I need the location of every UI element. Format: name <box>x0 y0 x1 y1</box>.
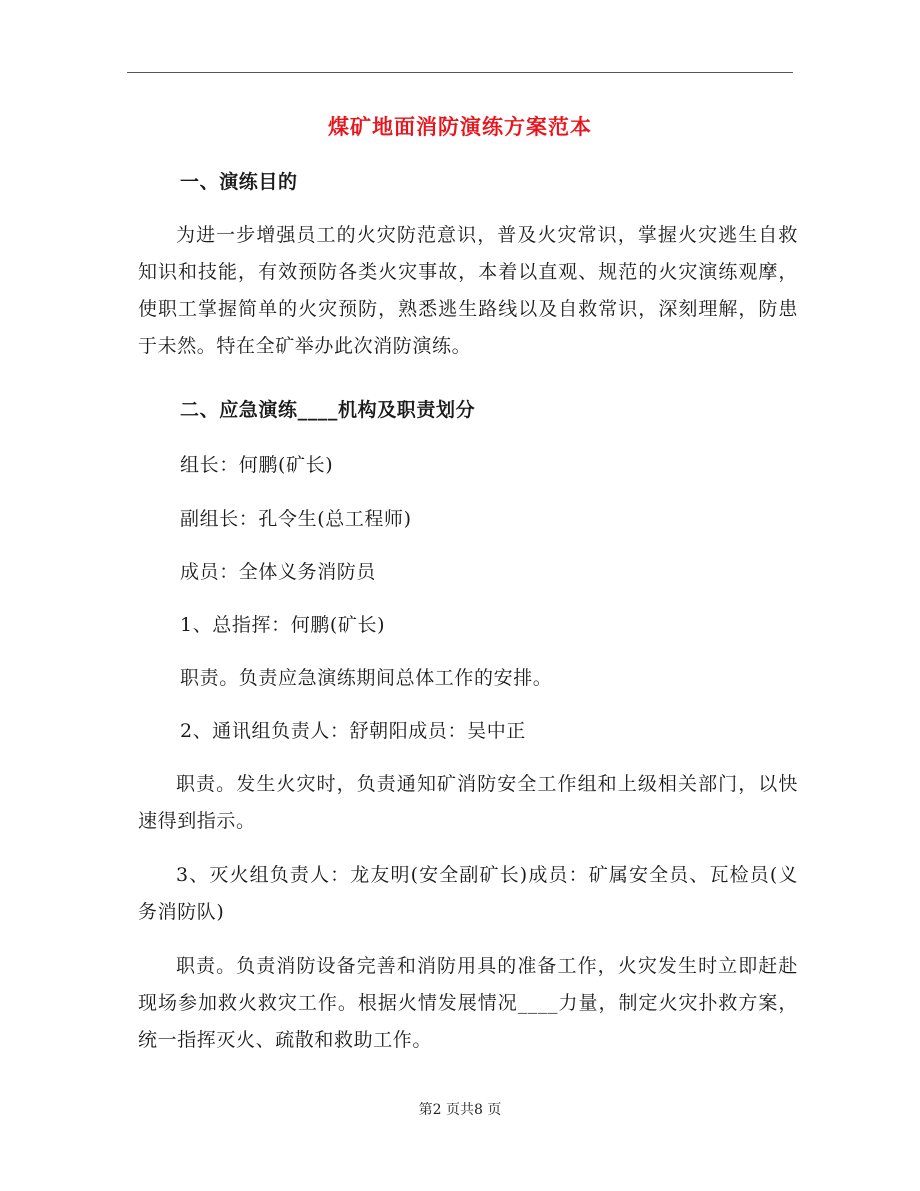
section-heading-organization: 二、应急演练____机构及职责划分 <box>180 399 476 421</box>
item-2-duty: 职责。发生火灾时，负责通知矿消防安全工作组和上级相关部门，以快速得到指示。 <box>138 773 798 832</box>
members-line: 成员：全体义务消防员 <box>180 561 377 583</box>
page-indicator: 第2 页共8 页 <box>418 1102 502 1118</box>
item-3-duty: 职责。负责消防设备完善和消防用具的准备工作，火灾发生时立即赶赴现场参加救火救灾工作。根据火情发展情况____力量，制定火灾扑救方案，统一指挥灭火、疏散和救助工作。 <box>138 955 798 1051</box>
item-1-commander: 1、总指挥：何鹏(矿长) <box>180 614 386 636</box>
leader-line: 组长：何鹏(矿长) <box>180 454 334 476</box>
item-1-duty: 职责。负责应急演练期间总体工作的安排。 <box>180 667 553 689</box>
item-2-communication: 2、通讯组负责人：舒朝阳成员：吴中正 <box>180 720 526 742</box>
header-rule <box>127 72 793 73</box>
document-title: 煤矿地面消防演练方案范本 <box>328 114 592 139</box>
paragraph-purpose: 为进一步增强员工的火灾防范意识，普及火灾常识，掌握火灾逃生自救知识和技能，有效预防各类火灾事故，本着以直观、规范的火灾演练观摩，使职工掌握简单的火灾预防，熟悉逃生路线以及自救常识，深刻理解，防患于未然。特在全矿举办此次消防演练。 <box>138 224 798 357</box>
deputy-leader-line: 副组长：孔令生(总工程师) <box>180 508 412 530</box>
section-heading-purpose: 一、演练目的 <box>180 171 298 193</box>
item-3-firefighting: 3、灭火组负责人：龙友明(安全副矿长)成员：矿属安全员、瓦检员(义务消防队) <box>138 864 798 923</box>
